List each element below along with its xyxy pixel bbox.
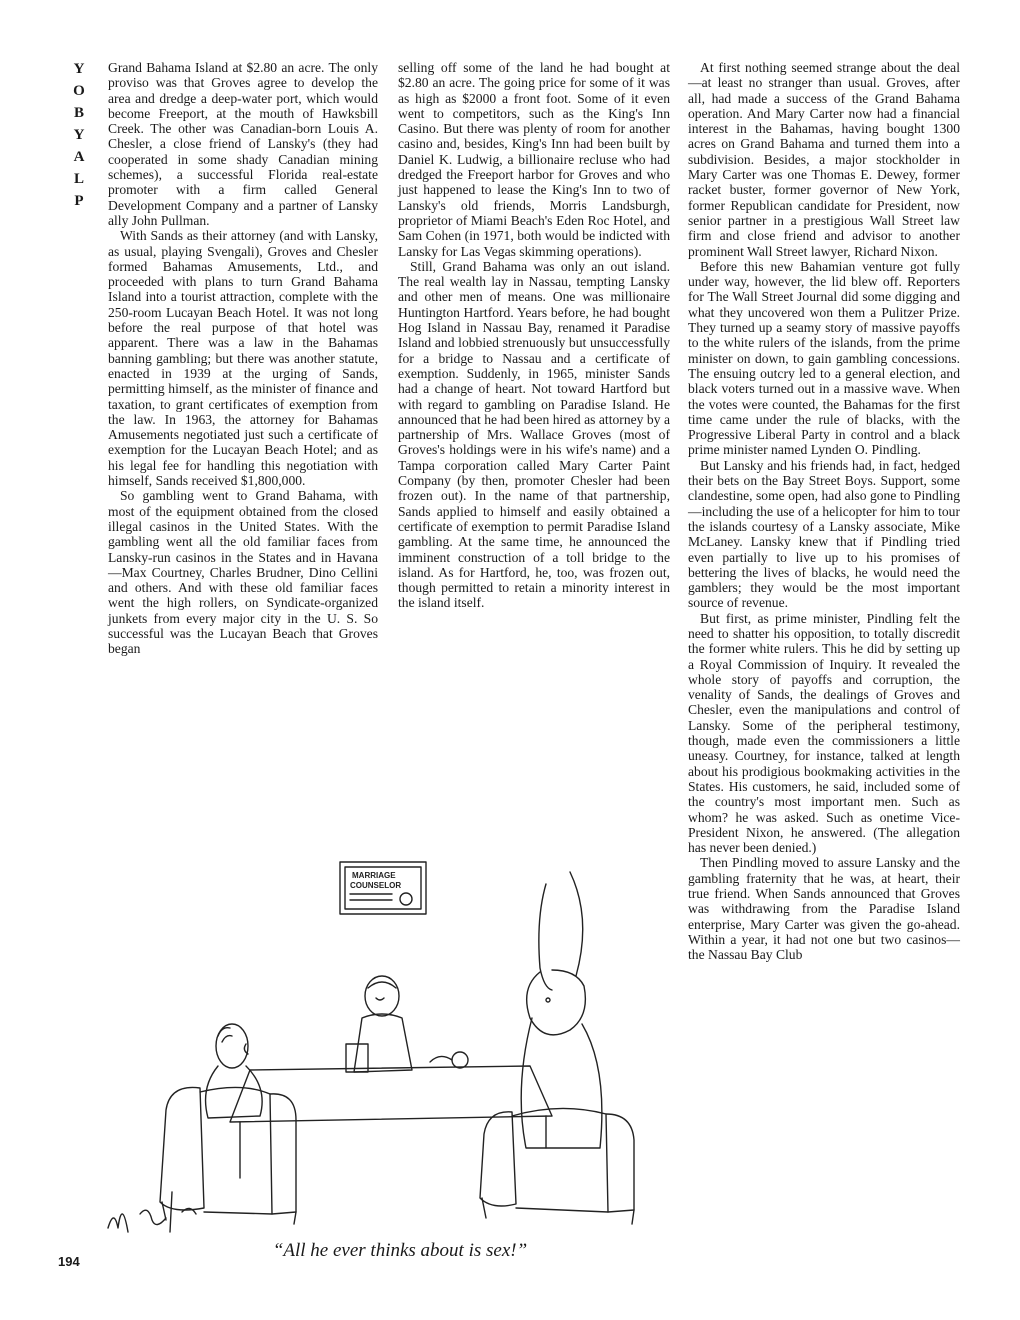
article-column-3 (688, 60, 960, 963)
article-column-2 (398, 60, 670, 611)
article-paragraph: With Sands as their attorney (and with Lansky, as usual, playing Svengali), Groves and Chesler formed Bahamas Amusements, Ltd., and proceeded with plans to turn Grand Bahama Island into a tourist attraction, complete with the 250-room Lucayan Beach Hotel. It was not long before the real purpose of that hotel was apparent. There was a law in the Bahamas banning gambling; but there was another statute, enacted in 1939 at the urging of Sands, permitting himself, as the minister of finance and taxation, to grant certificates of exemption from the law. In 1963, the attorney for Bahamas Amusements negotiated just such a certificate of exemption for the Lucayan Beach Hotel; and as his legal fee for handling this negotiation with himself, Sands received $1,800,000. (108, 228, 378, 489)
cartoon-caption: “All he ever thinks about is sex!” (272, 1240, 528, 1261)
article-paragraph: But Lansky and his friends had, in fact, hedged their bets on the Bay Street Boys. Support, some clandestine, some open, had also gone to Pindling—including the use of a helicopter for him to tour the islands courtesy of a Lansky associate, Mike McLaney. Lansky knew that if Pindling tried even partially to live up to his promises of bettering the lives of blacks, he would need the gamblers; they would be the most important source of revenue. (688, 457, 960, 611)
sign-text-line-2: COUNSELOR (350, 881, 402, 890)
sign-text-line-1: MARRIAGE (352, 871, 396, 880)
right-armchair (480, 1108, 634, 1224)
article-paragraph: At first nothing seemed strange about the deal—at least no stranger than usual. Groves, after all, had made a success of the Grand Bahama operation. And Mary Carter now had a financial interest in the Bahamas, having bought 1300 acres on Grand Bahama and turned them into a subdivision. Besides, a major stockholder in Mary Carter was one Thomas E. Dewey, former racket buster, former governor of New York, former Republican candidate for President, now senior partner in a prestigious Wall Street law firm and close friend and advisor to another prominent Wall Street lawyer, Richard Nixon. (688, 60, 960, 259)
cartoon-illustration (100, 848, 660, 1248)
magazine-letter: A (73, 149, 85, 165)
magazine-letter: L (73, 171, 84, 187)
artist-signature (108, 1192, 196, 1232)
article-paragraph: Then Pindling moved to assure Lansky and the gambling fraternity that he was, at heart, their true friend. When Sands announced that Groves was withdrawing from the Paradise Island enterprise, Mary Carter was given the go-ahead. Within a year, it had not one but two casinos—the Nassau Bay Club (688, 855, 960, 963)
desk (230, 1066, 552, 1178)
magazine-letter: O (73, 83, 85, 99)
article-paragraph: Before this new Bahamian venture got fully under way, however, the lid blew off. Reporters for The Wall Street Journal did some digging and what they uncovered won them a Pulitzer Prize. They turned up a seamy story of massive payoffs to the white rulers of the islands, from the prime minister on down, to gain gambling concessions. The ensuing outcry led to a general election, and black voters turned out in a massive wave. When the votes were counted, the Bahamas for the first time came under the rule of blacks, with the Progressive Liberal Party in control and a black prime minister named Lynden O. Pindling. (688, 258, 960, 458)
article-paragraph: So gambling went to Grand Bahama, with most of the equipment obtained from the closed illegal casinos in the United States. With the gambling went all the old familiar faces from Lansky-run casinos in the States and in Havana—Max Courtney, Charles Brudner, Dino Cellini and others. And with these old familiar faces went the high rollers, on Syndicate-organized junkets from every major city in the U. S. So successful was the Lucayan Beach that Groves began (108, 488, 378, 657)
article-paragraph: But first, as prime minister, Pindling felt the need to shatter his opposition, to totally discredit the former white rulers. This he did by setting up a Royal Commission of Inquiry. It revealed the whole story of payoffs and corruption, the venality of Sands, the dealings of Groves and Chesler, even the manipulations and control of Lansky. Some of the peripheral testimony, though, made even the commissioners a little uneasy. Courtney, for instance, talked at length about his prodigious bookmaking activities in the States. His customers, he said, included some of the country's most important men. Such as whom? he was asked. Such as onetime Vice-President Nixon, he answered. (The allegation has never been denied.) (688, 610, 960, 856)
magazine-name-vertical (68, 58, 90, 212)
left-armchair (160, 1087, 296, 1224)
magazine-letter: P (74, 193, 84, 209)
magazine-letter: Y (73, 127, 85, 143)
rabbit-figure (521, 872, 602, 1148)
article-paragraph: selling off some of the land he had bought at $2.80 an acre. The going price for some of it was as high as $2000 a front foot. Some of it even went to competitors, such as the King's Inn Casino. But there was plenty of room for another casino and, besides, King's Inn had been built by Daniel K. Ludwig, a billionaire recluse who had dredged the Freeport harbor for Groves and who just happened to lease the King's Inn to two of Lansky's old friends, Morris Landsburgh, proprietor of Miami Beach's Eden Roc Hotel, and Sam Cohen (in 1971, both would be indicted with Lansky for Las Vegas skimming operations). (398, 60, 670, 259)
magazine-letter: Y (73, 61, 85, 77)
counselor-figure (346, 976, 468, 1072)
magazine-letter: B (73, 105, 84, 121)
page-number: 194 (58, 1254, 80, 1269)
article-column-1 (108, 60, 378, 657)
article-paragraph: Still, Grand Bahama was only an out island. The real wealth lay in Nassau, tempting Lansky and other men of means. One was millionaire Huntington Hartford. Years before, he had bought Hog Island in Nassau Bay, renamed it Paradise Island and lobbied strenuously but unsuccessfully for a bridge to Nassau and a certificate of exemption. Suddenly, in 1965, minister Sands had a change of heart. Not toward Hartford but with regard to gambling on Paradise Island. He announced that he had been hired as attorney by a partnership of Mrs. Wallace Groves (most of Groves's holdings were in his wife's name) and a Tampa corporation called Mary Carter Paint Company (by then, promoter Chesler had been frozen out). In the name of that partnership, Sands applied to himself and easily obtained a certificate of exemption to permit Paradise Island gambling. At the same time, he announced the imminent construction of a toll bridge to the island. As for Hartford, he, too, was frozen out, though permitted to retain a minority interest in the island itself. (398, 258, 670, 611)
article-paragraph: Grand Bahama Island at $2.80 an acre. The only proviso was that Groves agree to develop the area and dredge a deep-water port, which would become Freeport, at the mouth of Hawksbill Creek. The other was Canadian-born Louis A. Chesler, a close friend of Lansky's (they had cooperated in some shady Canadian mining schemes), a successful Florida real-estate promoter with a firm called General Development Company and a partner of Lansky ally John Pullman. (108, 60, 378, 228)
husband-figure (206, 1024, 263, 1118)
